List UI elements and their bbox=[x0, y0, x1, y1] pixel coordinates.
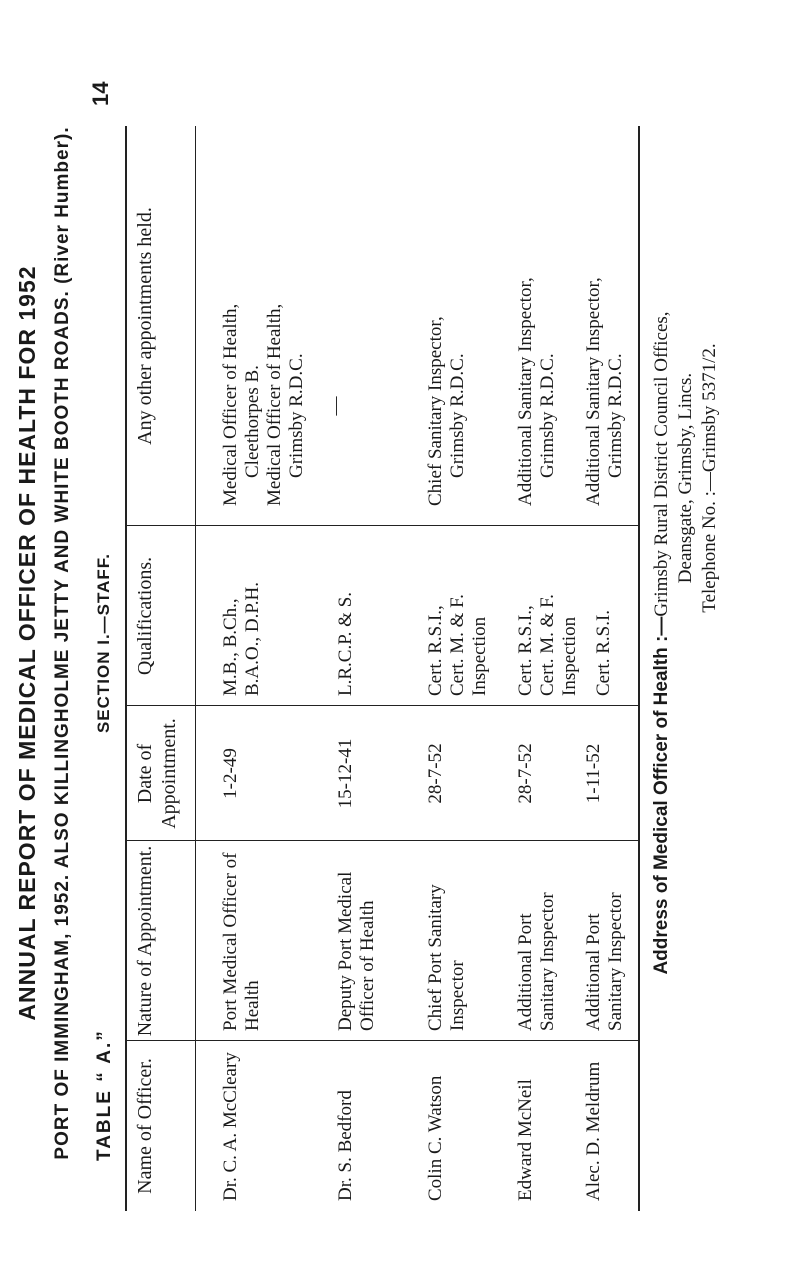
column-qualifications bbox=[125, 526, 640, 706]
table-cell: Alec. D. Meldrum bbox=[583, 1061, 604, 1201]
table-cell: Grimsby R.D.C. bbox=[605, 353, 626, 478]
table-cell: Cert. R.S.I. bbox=[593, 609, 614, 696]
table-cell: Cert. M. & F. bbox=[537, 594, 558, 696]
table-cell: Edward McNeil bbox=[515, 1079, 536, 1201]
table-cell: Dr. S. Bedford bbox=[335, 1090, 356, 1201]
table-cell: Grimsby R.D.C. bbox=[447, 353, 468, 478]
table-cell: L.R.C.P. & S. bbox=[335, 591, 356, 696]
table-cell: Inspection bbox=[469, 616, 490, 696]
footer-line bbox=[650, 8, 674, 1278]
footer-telephone: Telephone No. :—Grimsby 5371/2. bbox=[699, 343, 720, 613]
column-name bbox=[125, 1041, 640, 1211]
table-cell: Health bbox=[242, 980, 263, 1031]
table-cell: Additional Port bbox=[515, 913, 536, 1031]
table-cell: Sanitary Inspector bbox=[605, 892, 626, 1031]
table-cell: Cert. R.S.I., bbox=[515, 605, 536, 696]
table-cell: Cert. R.S.I., bbox=[425, 605, 446, 696]
table-cell: — bbox=[325, 396, 346, 416]
column-header: Any other appointments held. bbox=[134, 207, 156, 445]
table-cell: Cert. M. & F. bbox=[447, 594, 468, 696]
column-other-appointments bbox=[125, 126, 640, 526]
table-cell: Medical Officer of Health, bbox=[264, 303, 285, 506]
column-nature bbox=[125, 841, 640, 1041]
table-cell: Additional Port bbox=[583, 913, 604, 1031]
table-cell: 28-7-52 bbox=[515, 743, 536, 804]
table-cell: Additional Sanitary Inspector, bbox=[583, 277, 604, 506]
table-cell: M.B., B.Ch., bbox=[220, 598, 241, 696]
table-cell: Officer of Health bbox=[357, 900, 378, 1031]
column-date bbox=[125, 706, 640, 841]
table-cell: Deputy Port Medical bbox=[335, 871, 356, 1031]
table-label: TABLE “ A.” bbox=[94, 1029, 115, 1161]
table-cell: 1-11-52 bbox=[583, 743, 604, 804]
report-title: ANNUAL REPORT OF MEDICAL OFFICER OF HEALTH FOR 1952 bbox=[14, 265, 40, 1021]
table-cell: Colin C. Watson bbox=[425, 1075, 446, 1201]
column-header: Nature of Appointment. bbox=[134, 845, 156, 1037]
staff-table bbox=[125, 126, 640, 1211]
section-title: SECTION I.—STAFF. bbox=[94, 552, 113, 734]
table-cell: Chief Sanitary Inspector, bbox=[425, 316, 446, 506]
column-header: Name of Officer. bbox=[134, 1058, 156, 1194]
table-cell: 28-7-52 bbox=[425, 743, 446, 804]
page-number: 14 bbox=[88, 81, 113, 106]
footer-label: Address of Medical Officer of Health :— bbox=[651, 616, 672, 975]
table-cell: Cleethorpes B. bbox=[242, 365, 263, 478]
table-cell: Dr. C. A. McCleary bbox=[220, 1052, 241, 1201]
table-cell: Port Medical Officer of bbox=[220, 852, 241, 1031]
column-header: Date of Appointment. bbox=[134, 718, 180, 829]
table-cell: Grimsby R.D.C. bbox=[537, 353, 558, 478]
table-cell: Medical Officer of Health, bbox=[220, 303, 241, 506]
table-cell: Inspection bbox=[559, 616, 580, 696]
table-cell: 1-2-49 bbox=[220, 748, 241, 799]
table-cell: Sanitary Inspector bbox=[537, 892, 558, 1031]
table-cell: Chief Port Sanitary bbox=[425, 884, 446, 1031]
table-cell: Additional Sanitary Inspector, bbox=[515, 277, 536, 506]
table-cell: Inspector bbox=[447, 960, 468, 1031]
footer-address bbox=[650, 8, 722, 1278]
table-cell: 15-12-41 bbox=[335, 738, 356, 809]
report-subtitle: PORT OF IMMINGHAM, 1952. ALSO KILLINGHOLME JETTY AND WHITE BOOTH ROADS. (River Humber). bbox=[52, 126, 73, 1160]
column-header: Qualifications. bbox=[134, 556, 156, 676]
footer-address-line: Deansgate, Grimsby, Lincs. bbox=[675, 372, 696, 584]
table-cell: Grimsby R.D.C. bbox=[286, 353, 307, 478]
table-cell: B.A.O., D.P.H. bbox=[242, 581, 263, 696]
footer-address-line: Grimsby Rural District Council Offices, bbox=[651, 311, 672, 617]
